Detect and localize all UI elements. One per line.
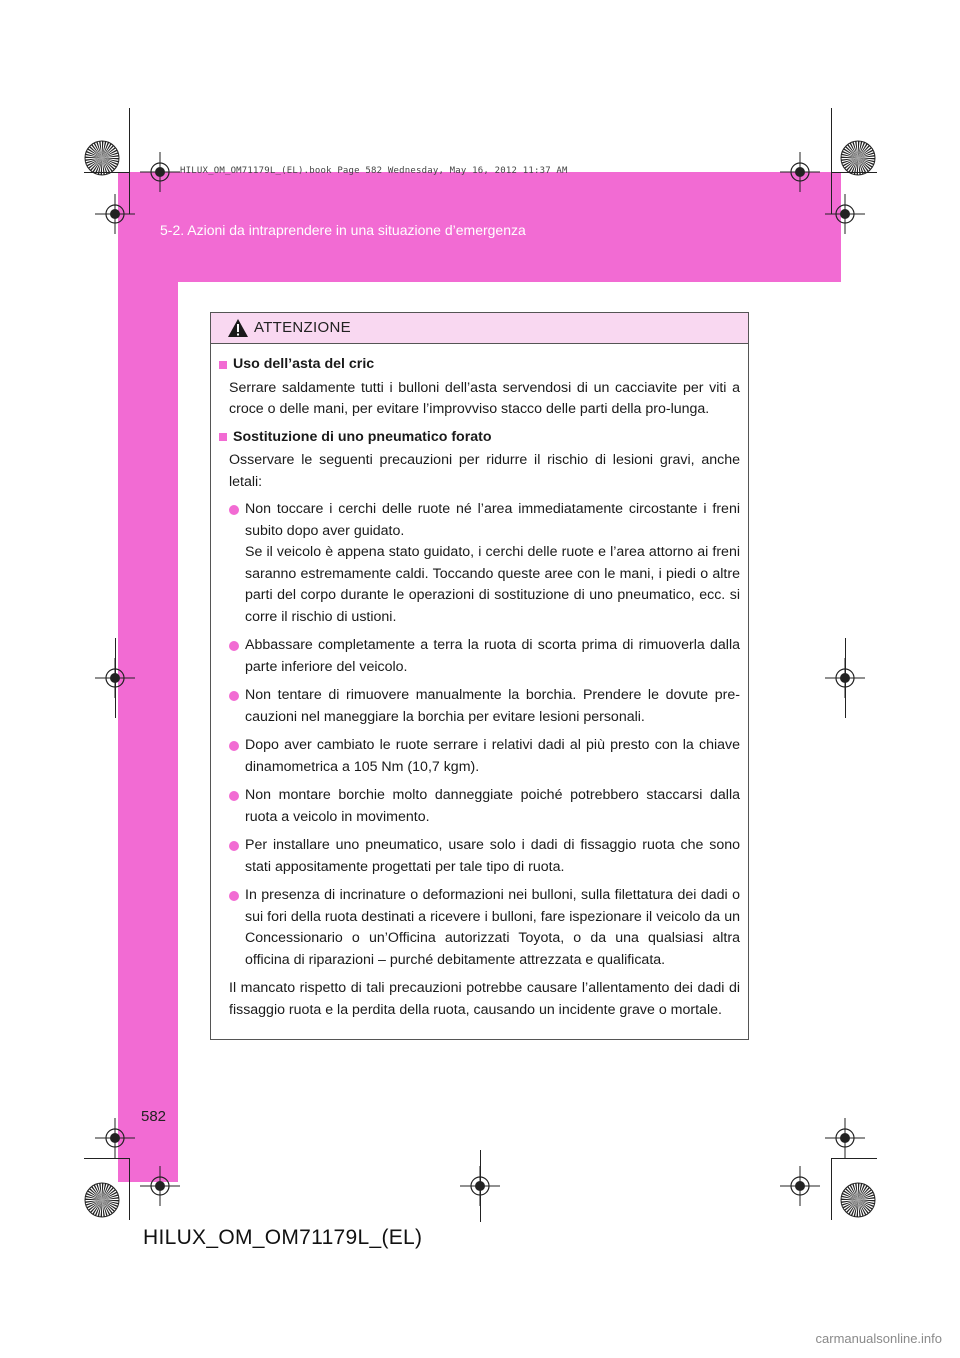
heading-text: Sostituzione di uno pneumatico forato [233,428,492,445]
list-item [219,785,740,828]
crop-line [831,172,877,173]
crop-line [845,638,846,718]
warning-section-jack-handle [219,354,740,421]
crop-line [480,1150,481,1222]
list-item [219,835,740,878]
book-print-stamp: HILUX_OM_OM71179L_(EL).book Page 582 Wednesday, May 16, 2012 11:37 AM [180,166,568,176]
radial-star-target-icon [840,140,876,176]
list-item-text: Per installare uno pneumatico, usare solo i dadi di fissaggio ruota che sono stati appositamente progettati per tale tipo di ruota. [245,837,740,875]
list-item [219,735,740,778]
crop-line [831,1158,832,1220]
crop-line [129,1158,130,1220]
crop-line [129,108,130,214]
pink-dot-icon [229,641,239,651]
warning-triangle-icon [227,318,249,338]
crop-line [84,1158,130,1159]
crop-line [115,638,116,718]
crosshair-target-icon [140,1166,180,1206]
page-number: 582 [141,1108,167,1125]
crop-line [84,172,130,173]
crop-line [831,1158,877,1159]
document-code: HILUX_OM_OM71179L_(EL) [143,1226,423,1249]
list-item [219,685,740,728]
paragraph: Serrare saldamente tutti i bulloni dell’asta servendosi di un cacciavite per viti a croce o delle mani, per evitare l’improvviso stacco delle parti della pro-lunga. [229,379,740,417]
warning-box [210,312,749,1040]
warning-section-flat-tire [219,427,740,1022]
section-side-tab [118,282,178,1182]
list-item-text: Non tentare di rimuovere manualmente la borchia. Prendere le dovute pre-cauzioni nel maneggiare la borchia per evitare lesioni personali. [245,687,740,725]
section-title: 5-2. Azioni da intraprendere in una situazione d’emergenza [160,222,526,238]
pink-square-icon [219,361,227,369]
site-watermark: carmanualsonline.info [815,1331,942,1346]
paragraph: Osservare le seguenti precauzioni per ridurre il rischio di lesioni gravi, anche letali: [229,452,740,490]
pink-dot-icon [229,891,239,901]
list-item-text: In presenza di incrinature o deformazioni nei bulloni, sulla filettatura dei dadi o sui fori della ruota destinati a ricevere i bulloni, fare ispezionare il veicolo da un Concessionario o un’Officina autorizzati Toyota, o da una qualsiasi altra officina di riparazioni – purché debitamente attrezzata e qualificata. [245,887,740,968]
section-heading [219,427,740,449]
list-item [219,635,740,678]
pink-dot-icon [229,791,239,801]
pink-dot-icon [229,505,239,515]
pink-square-icon [219,433,227,441]
crosshair-target-icon [95,1118,135,1158]
radial-star-target-icon [84,1182,120,1218]
closing-paragraph: Il mancato rispetto di tali precauzioni potrebbe causare l’allentamento dei dadi di fissaggio ruota e la perdita della ruota, causando un incidente grave o mortale. [229,980,740,1018]
warning-header [211,313,748,344]
section-heading [219,354,740,376]
list-item-text: Abbassare completamente a terra la ruota di scorta prima di rimuoverla dalla parte inferiore del veicolo. [245,637,740,675]
pink-dot-icon [229,691,239,701]
heading-text: Uso dell’asta del cric [233,356,375,372]
warning-body [211,344,748,1021]
pink-dot-icon [229,841,239,851]
list-item [219,499,740,628]
list-item [219,885,740,971]
radial-star-target-icon [840,1182,876,1218]
crosshair-target-icon [825,1118,865,1158]
crop-line [831,108,832,214]
list-item-text: Non montare borchie molto danneggiate poiché potrebbero staccarsi dalla ruota a veicolo in movimento. [245,787,740,825]
crosshair-target-icon [140,152,180,192]
crosshair-target-icon [780,1166,820,1206]
radial-star-target-icon [84,140,120,176]
list-item-text: Non toccare i cerchi delle ruote né l’area immediatamente circostante i freni subito dopo aver guidato. Se il veicolo è appena stato guidato, i cerchi delle ruote e l’area attorno ai freni saranno estremamente caldi. Toccando queste aree con le mani, i piedi o altre parti del corpo durante le operazioni di sostituzione di uno pneumatico, ecc. si corre il rischio di ustioni. [245,501,740,625]
crosshair-target-icon [780,152,820,192]
warning-title: ATTENZIONE [254,319,351,336]
list-item-text: Dopo aver cambiato le ruote serrare i relativi dadi al più presto con la chiave dinamometrica a 105 Nm (10,7 kgm). [245,737,740,775]
pink-dot-icon [229,741,239,751]
